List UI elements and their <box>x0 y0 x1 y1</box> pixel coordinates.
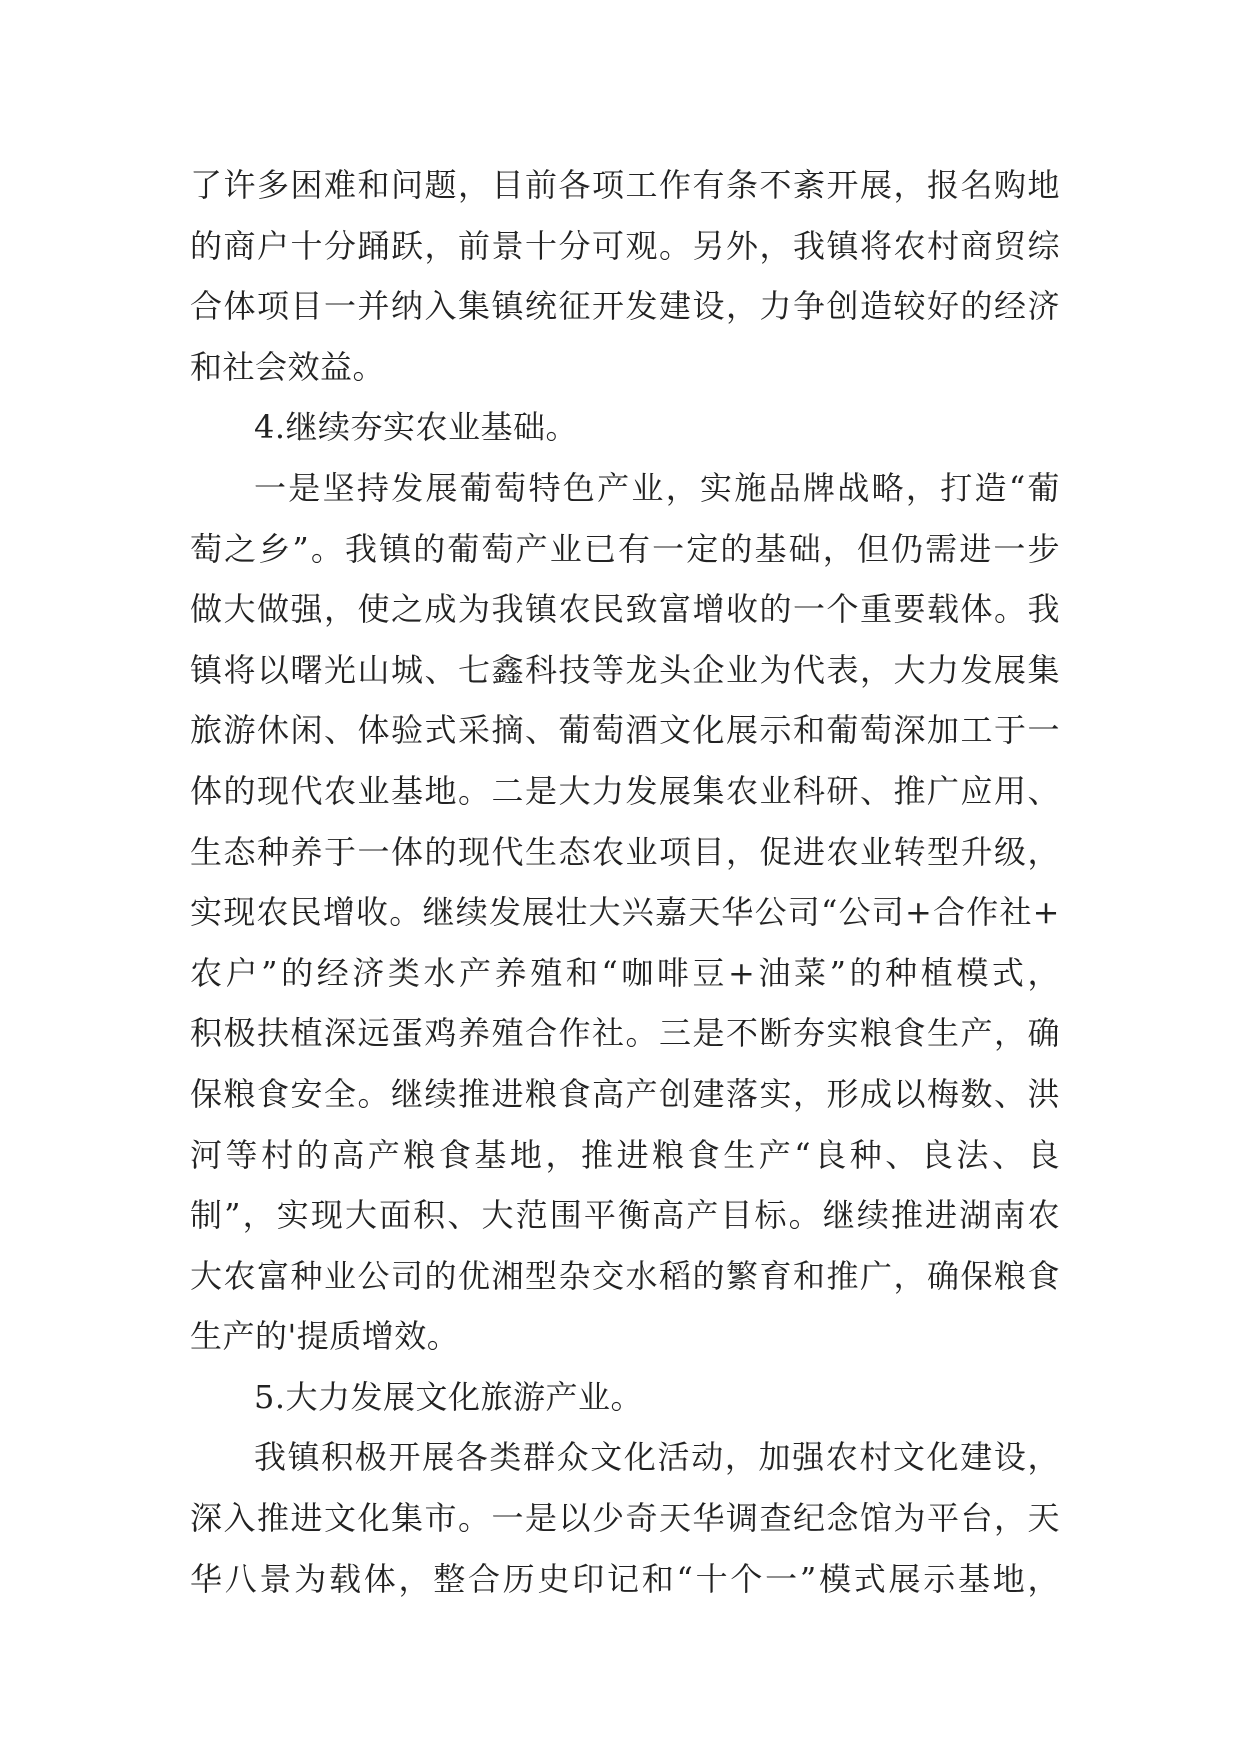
text-line: 制”，实现大面积、大范围平衡高产目标。继续推进湖南农 <box>190 1196 1060 1235</box>
text-line: 积极扶植深远蛋鸡养殖合作社。三是不断夯实粮食生产，确 <box>190 1014 1060 1053</box>
text-line: 华八景为载体，整合历史印记和“十个一”模式展示基地， <box>190 1559 1060 1598</box>
text-line: 5.大力发展文化旅游产业。 <box>254 1377 644 1416</box>
text-line: 我镇积极开展各类群众文化活动，加强农村文化建设， <box>254 1438 1060 1477</box>
text-line: 保粮食安全。继续推进粮食高产创建落实，形成以梅数、洪 <box>190 1074 1060 1113</box>
text-line: 深入推进文化集市。一是以少奇天华调查纪念馆为平台，天 <box>190 1499 1060 1538</box>
document-body <box>190 155 1060 1609</box>
text-line: 河等村的高产粮食基地，推进粮食生产“良种、良法、良 <box>190 1135 1060 1174</box>
text-line: 一是坚持发展葡萄特色产业，实施品牌战略，打造“葡 <box>254 468 1060 507</box>
text-line: 做大做强，使之成为我镇农民致富增收的一个重要载体。我 <box>190 590 1060 629</box>
text-line: 大农富种业公司的优湘型杂交水稻的繁育和推广，确保粮食 <box>190 1256 1060 1295</box>
text-line: 的商户十分踊跃，前景十分可观。另外，我镇将农村商贸综 <box>190 226 1060 265</box>
text-line: 农户”的经济类水产养殖和“咖啡豆+油菜”的种植模式， <box>190 953 1060 992</box>
text-line: 实现农民增收。继续发展壮大兴嘉天华公司“公司+合作社+ <box>190 893 1060 932</box>
text-line: 合体项目一并纳入集镇统征开发建设，力争创造较好的经济 <box>190 287 1060 326</box>
text-line: 生态种养于一体的现代生态农业项目，促进农业转型升级， <box>190 832 1060 871</box>
text-line: 萄之乡”。我镇的葡萄产业已有一定的基础，但仍需进一步 <box>190 529 1060 568</box>
text-line: 和社会效益。 <box>190 347 386 386</box>
text-line: 4.继续夯实农业基础。 <box>254 408 579 447</box>
text-line: 了许多困难和问题，目前各项工作有条不紊开展，报名购地 <box>190 166 1060 204</box>
text-line: 体的现代农业基地。二是大力发展集农业科研、推广应用、 <box>190 771 1060 810</box>
text-line: 镇将以曙光山城、七鑫科技等龙头企业为代表，大力发展集 <box>190 650 1060 689</box>
text-line: 旅游休闲、体验式采摘、葡萄酒文化展示和葡萄深加工于一 <box>190 711 1060 750</box>
text-line: 生产的'提质增效。 <box>190 1317 460 1356</box>
